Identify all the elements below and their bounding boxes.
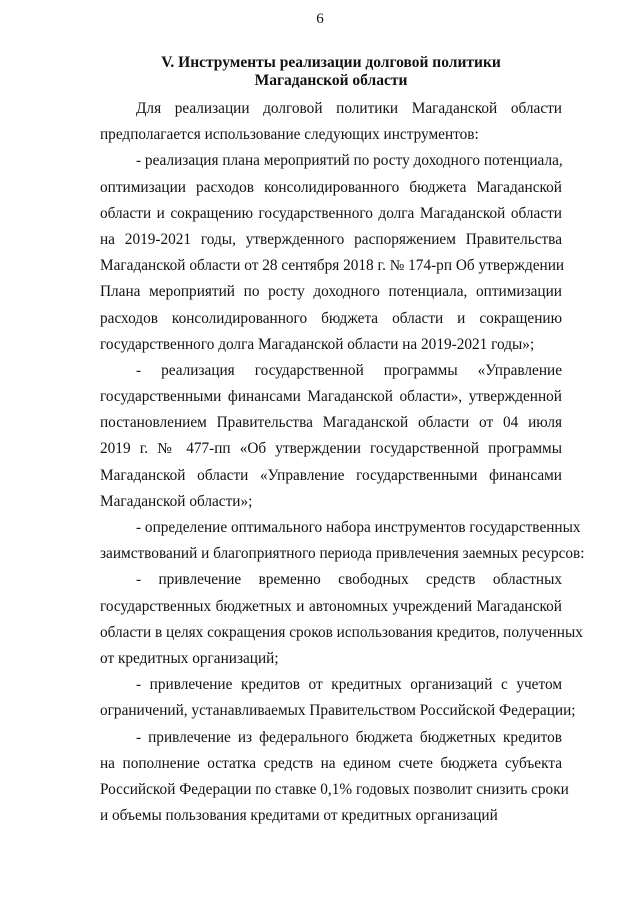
text-line: области и сокращению государственного долга Магаданской области — [100, 204, 562, 222]
text-line: Российской Федерации по ставке 0,1% годовых позволит снизить сроки — [100, 780, 569, 798]
text-line: и объемы пользования кредитами от кредитных организаций — [100, 807, 498, 825]
text-line: на 2019-2021 годы, утвержденного распоряжением Правительства — [100, 230, 562, 248]
body-text — [100, 96, 585, 829]
paragraph — [100, 567, 583, 672]
text-line: государственного долга Магаданской области на 2019-2021 годы»; — [100, 335, 535, 353]
page-number: 6 — [316, 11, 324, 27]
text-line: - привлечение временно свободных средств областных — [136, 571, 562, 589]
text-line: оптимизации расходов консолидированного бюджета Магаданской — [100, 178, 562, 196]
text-line: 2019 г. № 477-пп «Об утверждении государственной программы — [100, 440, 562, 458]
text-line: - определение оптимального набора инструментов государственных — [136, 519, 581, 536]
text-line: Для реализации долговой политики Магаданской области — [136, 100, 562, 117]
text-line: - привлечение из федерального бюджета бюджетных кредитов — [136, 728, 562, 746]
text-line: ограничений, устанавливаемых Правительством Российской Федерации; — [100, 702, 576, 720]
text-line: на пополнение остатка средств на едином счете бюджета субъекта — [100, 754, 562, 772]
text-line: - привлечение кредитов от кредитных организаций с учетом — [136, 676, 562, 694]
text-line: Магаданской области «Управление государственными финансами — [100, 466, 562, 484]
paragraph — [100, 358, 562, 515]
text-line: - реализация плана мероприятий по росту доходного потенциала, — [136, 152, 563, 170]
text-line: государственных бюджетных и автономных учреждений Магаданской — [100, 597, 562, 615]
text-line: Магаданской области»; — [100, 492, 253, 510]
text-line: Плана мероприятий по росту доходного потенциала, оптимизации — [100, 283, 562, 301]
section-heading — [100, 54, 562, 90]
text-line: от кредитных организаций; — [100, 649, 279, 667]
text-line: заимствований и благоприятного периода привлечения заемных ресурсов: — [100, 545, 585, 563]
text-line: Магаданской области от 28 сентября 2018 г. № 174-рп Об утверждении — [100, 257, 565, 275]
paragraph — [100, 515, 585, 567]
section-heading-line-2: Магаданской области — [254, 72, 408, 89]
section-heading-line-1: V. Инструменты реализации долговой политики — [161, 54, 501, 71]
text-line: постановлением Правительства Магаданской области от 04 июля — [100, 414, 562, 432]
text-line: предполагается использование следующих инструментов: — [100, 126, 479, 144]
paragraph — [100, 725, 569, 830]
text-line: государственными финансами Магаданской области», утвержденной — [100, 388, 562, 406]
paragraph — [100, 672, 576, 724]
paragraph — [100, 96, 562, 148]
text-line: расходов консолидированного бюджета области и сокращению — [100, 309, 562, 327]
text-line: - реализация государственной программы «Управление — [136, 361, 562, 379]
paragraph — [100, 148, 565, 358]
text-line: области в целях сокращения сроков использования кредитов, полученных — [100, 623, 583, 641]
